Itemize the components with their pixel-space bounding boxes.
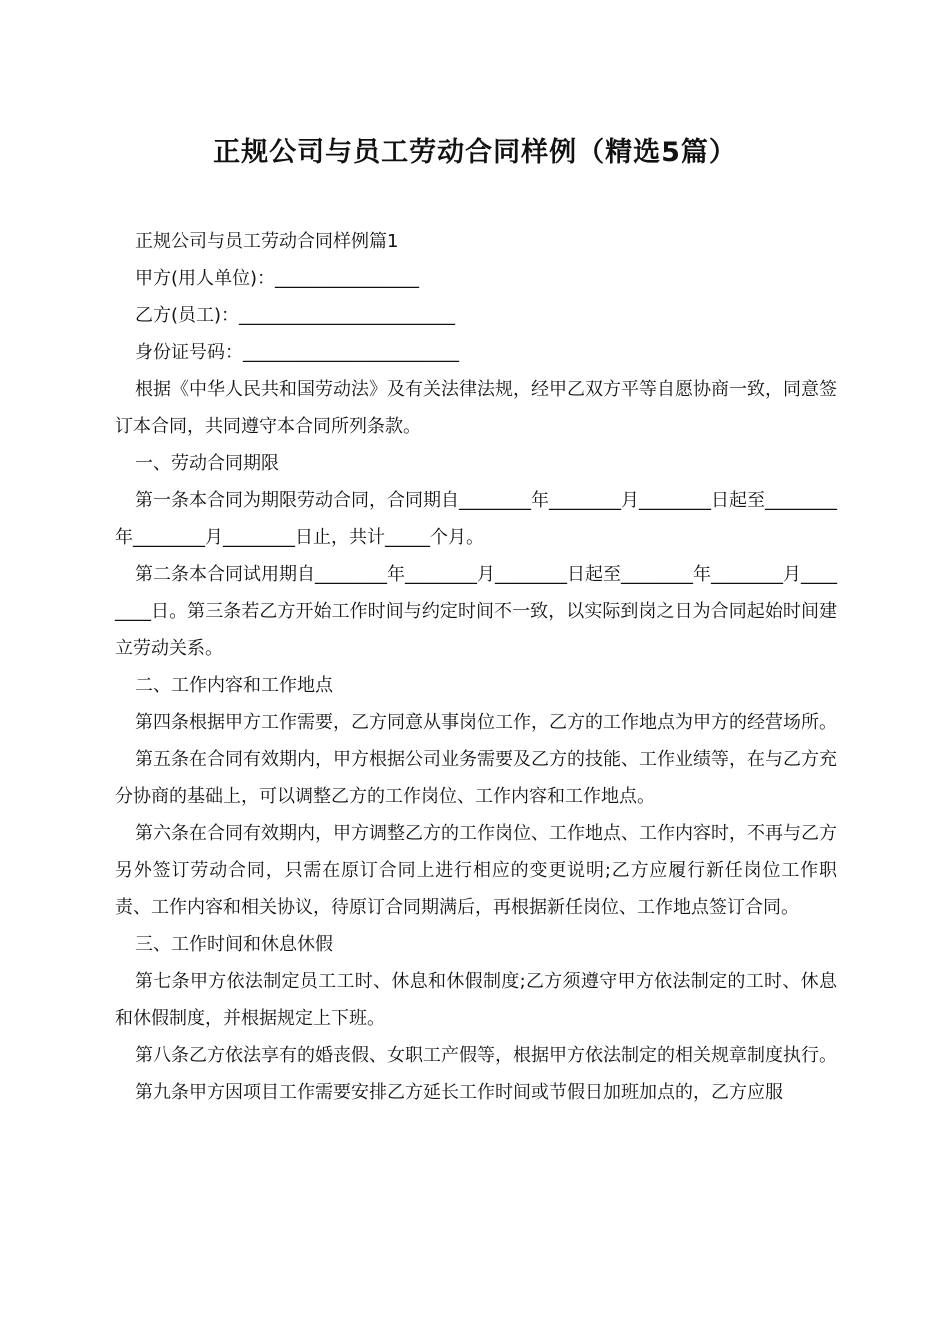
id-number-line: 身份证号码：________________________ [135,342,459,363]
article-paragraph: 第八条乙方依法享有的婚丧假、女职工产假等，根据甲方依法制定的相关规章制度执行。 [135,1045,837,1066]
article-paragraph: 第六条在合同有效期内，甲方调整乙方的工作岗位、工作地点、工作内容时，不再与乙方另外签订劳动合同，只需在原订合同上进行相应的变更说明;乙方应履行新任岗位工作职责、工作内容和相关协议，待原订合同期满后，再根据新任岗位、工作地点签订合同。 [115,823,837,918]
document-title: 正规公司与员工劳动合同样例（精选5篇） [213,137,737,168]
party-b-line: 乙方(员工)：________________________ [135,305,456,326]
section-heading: 正规公司与员工劳动合同样例篇1 [135,231,399,252]
article-paragraph: 第九条甲方因项目工作需要安排乙方延长工作时间或节假日加班加点的，乙方应服 [135,1082,783,1103]
article-paragraph: 第七条甲方依法制定员工工时、休息和休假制度;乙方须遵守甲方依法制定的工时、休息和休假制度，并根据规定上下班。 [115,971,837,1029]
document-body [115,223,837,1111]
party-a-line: 甲方(用人单位)：________________ [135,268,420,289]
article-paragraph: 第二条本合同试用期自________年________月________日起至________年________月________日。第三条若乙方开始工作时间与约定时间不一致，以实际到岗之日为合同起始时间建立劳动关系。 [115,564,837,659]
article-paragraph: 第五条在合同有效期内，甲方根据公司业务需要及乙方的技能、工作业绩等，在与乙方充分协商的基础上，可以调整乙方的工作岗位、工作内容和工作地点。 [115,749,837,807]
preamble-paragraph: 根据《中华人民共和国劳动法》及有关法律法规，经甲乙双方平等自愿协商一致，同意签订本合同，共同遵守本合同所列条款。 [115,379,837,437]
article-paragraph: 第一条本合同为期限劳动合同，合同期自________年________月________日起至________年________月________日止，共计_____个月。 [115,490,837,548]
article-paragraph: 第四条根据甲方工作需要，乙方同意从事岗位工作，乙方的工作地点为甲方的经营场所。 [135,712,837,733]
chapter-heading: 三、工作时间和休息休假 [135,934,333,955]
chapter-heading: 一、劳动合同期限 [135,453,279,474]
chapter-heading: 二、工作内容和工作地点 [135,675,333,696]
